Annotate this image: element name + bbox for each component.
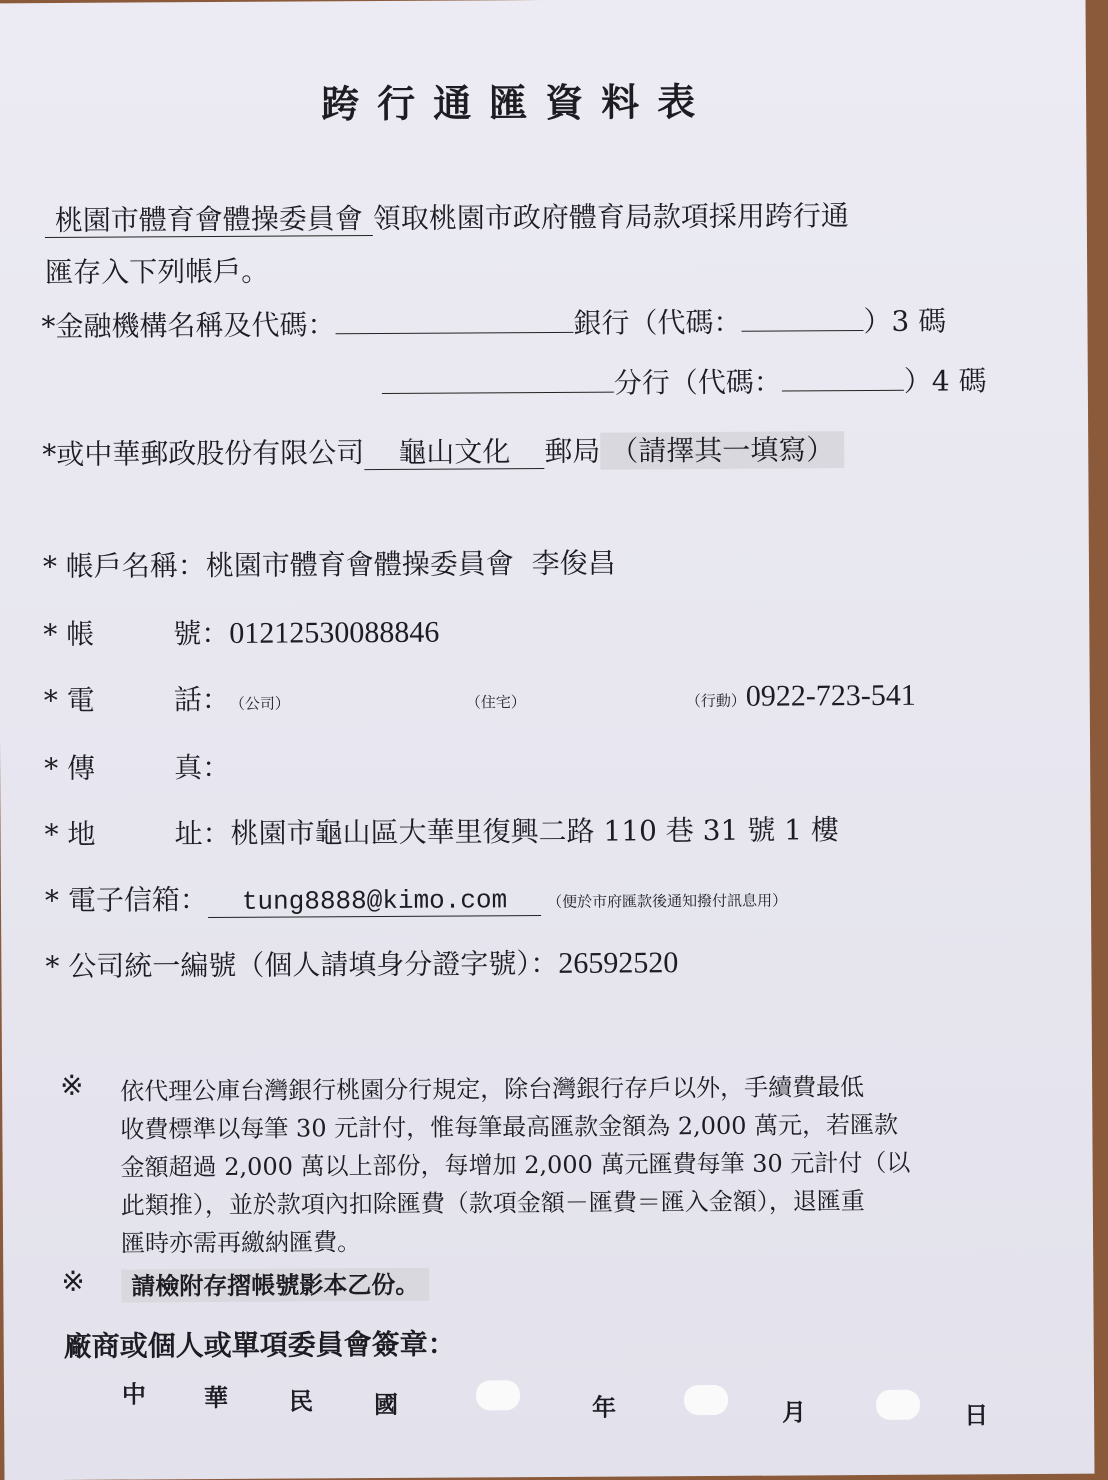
intro-rest: 領取桃園市政府體育局款項採用跨行通 — [372, 199, 849, 236]
note-line-2: 收費標準以每筆 30 元計付，惟每筆最高匯款金額為 2,000 萬元，若匯款 — [120, 1110, 899, 1144]
branch-suffix: 分行（代碼： — [613, 365, 782, 400]
fax-label-a: * 傳 — [44, 751, 96, 786]
intro-line-2: 匯存入下列帳戶。 — [45, 254, 270, 290]
date-char-4: 國 — [373, 1389, 399, 1420]
tax-id-value: 26592520 — [558, 946, 679, 980]
month-redaction — [684, 1385, 728, 1415]
branch-code-note: ）4 碼 — [903, 364, 987, 398]
fax-row — [44, 746, 230, 787]
notes-block — [120, 1068, 911, 1263]
date-char-3: 民 — [288, 1386, 314, 1416]
account-number-row — [43, 611, 439, 653]
branch-code-blank[interactable] — [782, 360, 904, 392]
phone-home-label: （住宅） — [465, 693, 526, 712]
post-suffix: 郵局 — [544, 434, 601, 468]
bank-row — [41, 300, 946, 346]
bank-code-note: ）3 碼 — [863, 304, 947, 339]
note-line-5: 匯時亦需再繳納匯費。 — [120, 1228, 362, 1258]
account-name-value: 桃園市體育會體操委員會 李俊昌 — [205, 546, 616, 583]
account-no-label-b: 號： — [173, 616, 230, 651]
phone-label-b: 話： — [173, 682, 230, 717]
address-value: 桃園市龜山區大華里復興二路 110 巷 31 號 1 樓 — [230, 813, 839, 850]
note-line-4: 此類推），並於款項內扣除匯費（款項金額－匯費＝匯入金額），退匯重 — [120, 1187, 865, 1220]
bank-suffix: 銀行（代碼： — [573, 305, 742, 340]
org-name: 桃園市體育會體操委員會 — [45, 202, 373, 238]
month-redaction-mark — [684, 1385, 728, 1415]
phone-label-a: * 電 — [43, 683, 95, 718]
day-label: 日 — [964, 1400, 989, 1430]
day-redaction-mark — [876, 1390, 920, 1420]
phone-mobile-label: （行動） — [685, 691, 746, 711]
address-label-a: * 地 — [44, 817, 96, 852]
address-label-b: 址： — [174, 816, 231, 851]
year-redaction — [476, 1380, 520, 1410]
account-name-row — [43, 542, 616, 585]
form-title: 跨行通匯資料表 — [320, 78, 714, 127]
account-name-label: * 帳戶名稱： — [42, 549, 206, 584]
bank-name-blank[interactable] — [335, 302, 573, 334]
bank-code-blank[interactable] — [741, 300, 863, 332]
fax-label-b: 真： — [174, 750, 231, 785]
year-label: 年 — [591, 1392, 617, 1422]
note-mark-2: ※ — [61, 1264, 85, 1298]
month-label: 月 — [782, 1397, 807, 1427]
phone-mobile-value: 0922-723-541 — [745, 678, 916, 713]
post-label: *或中華郵政股份有限公司 — [42, 436, 365, 472]
post-note: （請擇其一填寫） — [600, 431, 844, 469]
email-value: tung8888@kimo.com — [208, 885, 541, 918]
branch-name-blank[interactable] — [382, 362, 614, 394]
date-char-2: 華 — [203, 1382, 229, 1413]
note-line-3: 金額超過 2,000 萬以上部份，每增加 2,000 萬元匯費每筆 30 元計付（以 — [120, 1148, 911, 1182]
signature-label: 廠商或個人或單項委員會簽章： — [63, 1327, 456, 1363]
post-row — [42, 428, 844, 473]
post-office: 龜山文化 — [364, 435, 544, 470]
email-row — [45, 875, 787, 920]
address-row — [44, 808, 839, 853]
tax-id-row — [45, 941, 678, 985]
intro-line-1 — [45, 194, 849, 239]
branch-row — [382, 359, 987, 403]
year-redaction-mark — [476, 1380, 520, 1410]
phone-office-label: （公司） — [229, 694, 290, 713]
note-line-1: 依代理公庫台灣銀行桃園分行規定，除台灣銀行存戶以外，手續費最低 — [120, 1073, 865, 1106]
note-mark-1: ※ — [60, 1068, 84, 1102]
account-no-label-a: * 帳 — [43, 617, 95, 652]
email-note: （便於市府匯款後通知撥付訊息用） — [547, 891, 788, 911]
attach-note — [121, 1265, 429, 1302]
date-char-1: 中 — [121, 1379, 147, 1409]
phone-row — [44, 673, 1044, 719]
account-number-value: 01212530088846 — [229, 615, 440, 650]
email-label: * 電子信箱： — [44, 883, 208, 918]
tax-id-label: * 公司統一編號（個人請填身分證字號）： — [45, 946, 559, 984]
attach-note-text: 請檢附存摺帳號影本乙份。 — [121, 1268, 429, 1303]
day-redaction — [876, 1390, 920, 1420]
bank-label: *金融機構名稱及代碼： — [41, 308, 336, 344]
